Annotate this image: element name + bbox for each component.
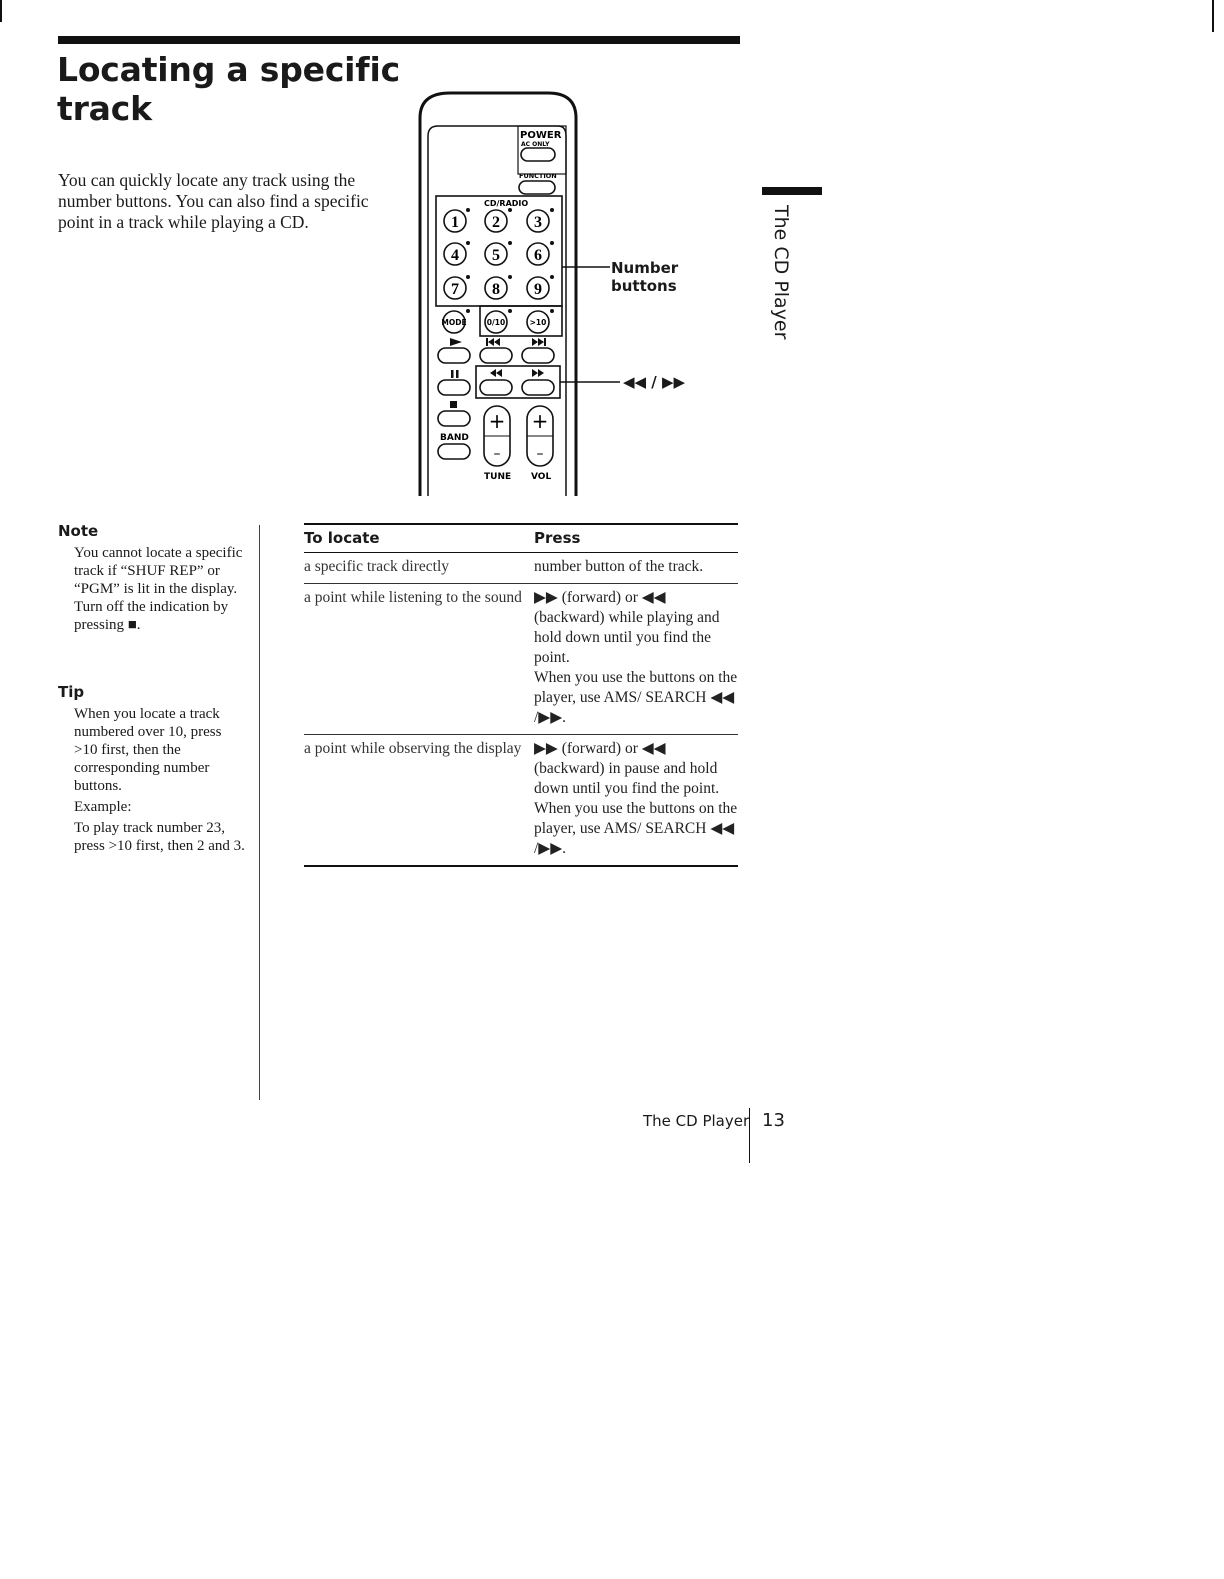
number-key-1-label: 1	[451, 214, 459, 231]
row-locate: a point while observing the display	[304, 740, 522, 757]
section-tab-marker	[762, 187, 822, 195]
seek-buttons-callout: ◀◀ / ▶▶	[623, 373, 686, 391]
cd-radio-label: CD/RADIO	[484, 199, 529, 208]
scan-edge-mark	[1212, 0, 1214, 32]
header-press: Press	[534, 529, 581, 547]
ac-only-label: AC ONLY	[521, 141, 550, 148]
row-press	[534, 739, 738, 859]
table-row	[304, 553, 738, 584]
tip-heading: Tip	[58, 683, 85, 701]
stop-button	[438, 411, 470, 426]
scan-edge-mark	[0, 0, 2, 22]
row-press-main: ▶▶ (forward) or ◀◀ (backward) while playing and hold down until you find the point.	[534, 589, 720, 666]
tune-minus-label: –	[493, 446, 501, 462]
tip-text: When you locate a track numbered over 10, press >10 first, then the corresponding number buttons.	[74, 706, 222, 794]
number-key-8-label: 8	[492, 281, 500, 298]
mode-label: MODE	[441, 318, 467, 327]
row-press	[534, 588, 738, 728]
tip-example-text: To play track number 23, press >10 first, then 2 and 3.	[74, 820, 245, 854]
gt-ten-label: >10	[529, 318, 547, 327]
band-label: BAND	[440, 433, 469, 443]
footer-section-label: The CD Player	[643, 1112, 750, 1130]
play-button	[438, 348, 470, 363]
number-key-2-label: 2	[492, 214, 500, 231]
table-row	[304, 584, 738, 735]
next-track-button	[522, 348, 554, 363]
note-text: You cannot locate a specific track if “SHUF REP” or “PGM” is lit in the display. Turn off the indication by pressing ■.	[74, 545, 243, 633]
number-key-5-label: 5	[492, 247, 500, 264]
number-key-4-label: 4	[451, 247, 459, 264]
footer-divider	[749, 1108, 750, 1163]
table-header	[304, 523, 738, 553]
row-press-extra: When you use the buttons on the player, use AMS/ SEARCH ◀◀ /▶▶.	[534, 800, 738, 857]
number-key-7-label: 7	[451, 281, 459, 298]
row-press-main: ▶▶ (forward) or ◀◀ (backward) in pause and hold down until you find the point.	[534, 740, 720, 797]
number-key-3-label: 3	[534, 214, 542, 231]
zero-ten-label: 0/10	[486, 318, 506, 327]
fast-forward-button	[522, 380, 554, 395]
number-key-6-label: 6	[534, 247, 542, 264]
tune-label: TUNE	[484, 472, 512, 482]
function-button	[519, 181, 555, 194]
title-rule	[58, 36, 740, 44]
vol-label: VOL	[531, 472, 552, 482]
intro-paragraph: You can quickly locate any track using the number buttons. You can also find a specific point in a track while playing a CD.	[58, 170, 369, 232]
page-number: 13	[762, 1110, 785, 1131]
row-locate: a point while listening to the sound	[304, 589, 522, 606]
power-label: POWER	[520, 130, 562, 141]
column-divider	[259, 525, 260, 1100]
number-buttons-callout: Number buttons	[611, 259, 679, 295]
row-press: number button of the track.	[534, 558, 704, 575]
vol-minus-label: –	[536, 446, 544, 462]
function-label: FUNCTION	[519, 172, 557, 180]
tip-example-label: Example:	[74, 799, 132, 815]
locate-methods-table	[304, 523, 738, 867]
band-button	[438, 444, 470, 459]
section-tab-label: The CD Player	[770, 205, 792, 340]
rewind-button	[480, 380, 512, 395]
vol-plus-label: +	[531, 409, 549, 433]
header-to-locate: To locate	[304, 529, 380, 547]
power-button	[521, 148, 555, 161]
page-title: Locating a specific track	[57, 50, 400, 128]
pause-button	[438, 380, 470, 395]
tune-plus-label: +	[488, 409, 506, 433]
row-locate: a specific track directly	[304, 558, 450, 575]
number-key-9-label: 9	[534, 281, 542, 298]
prev-track-button	[480, 348, 512, 363]
note-heading: Note	[58, 522, 99, 540]
row-press-extra: When you use the buttons on the player, use AMS/ SEARCH ◀◀ /▶▶.	[534, 669, 738, 726]
table-row	[304, 735, 738, 867]
